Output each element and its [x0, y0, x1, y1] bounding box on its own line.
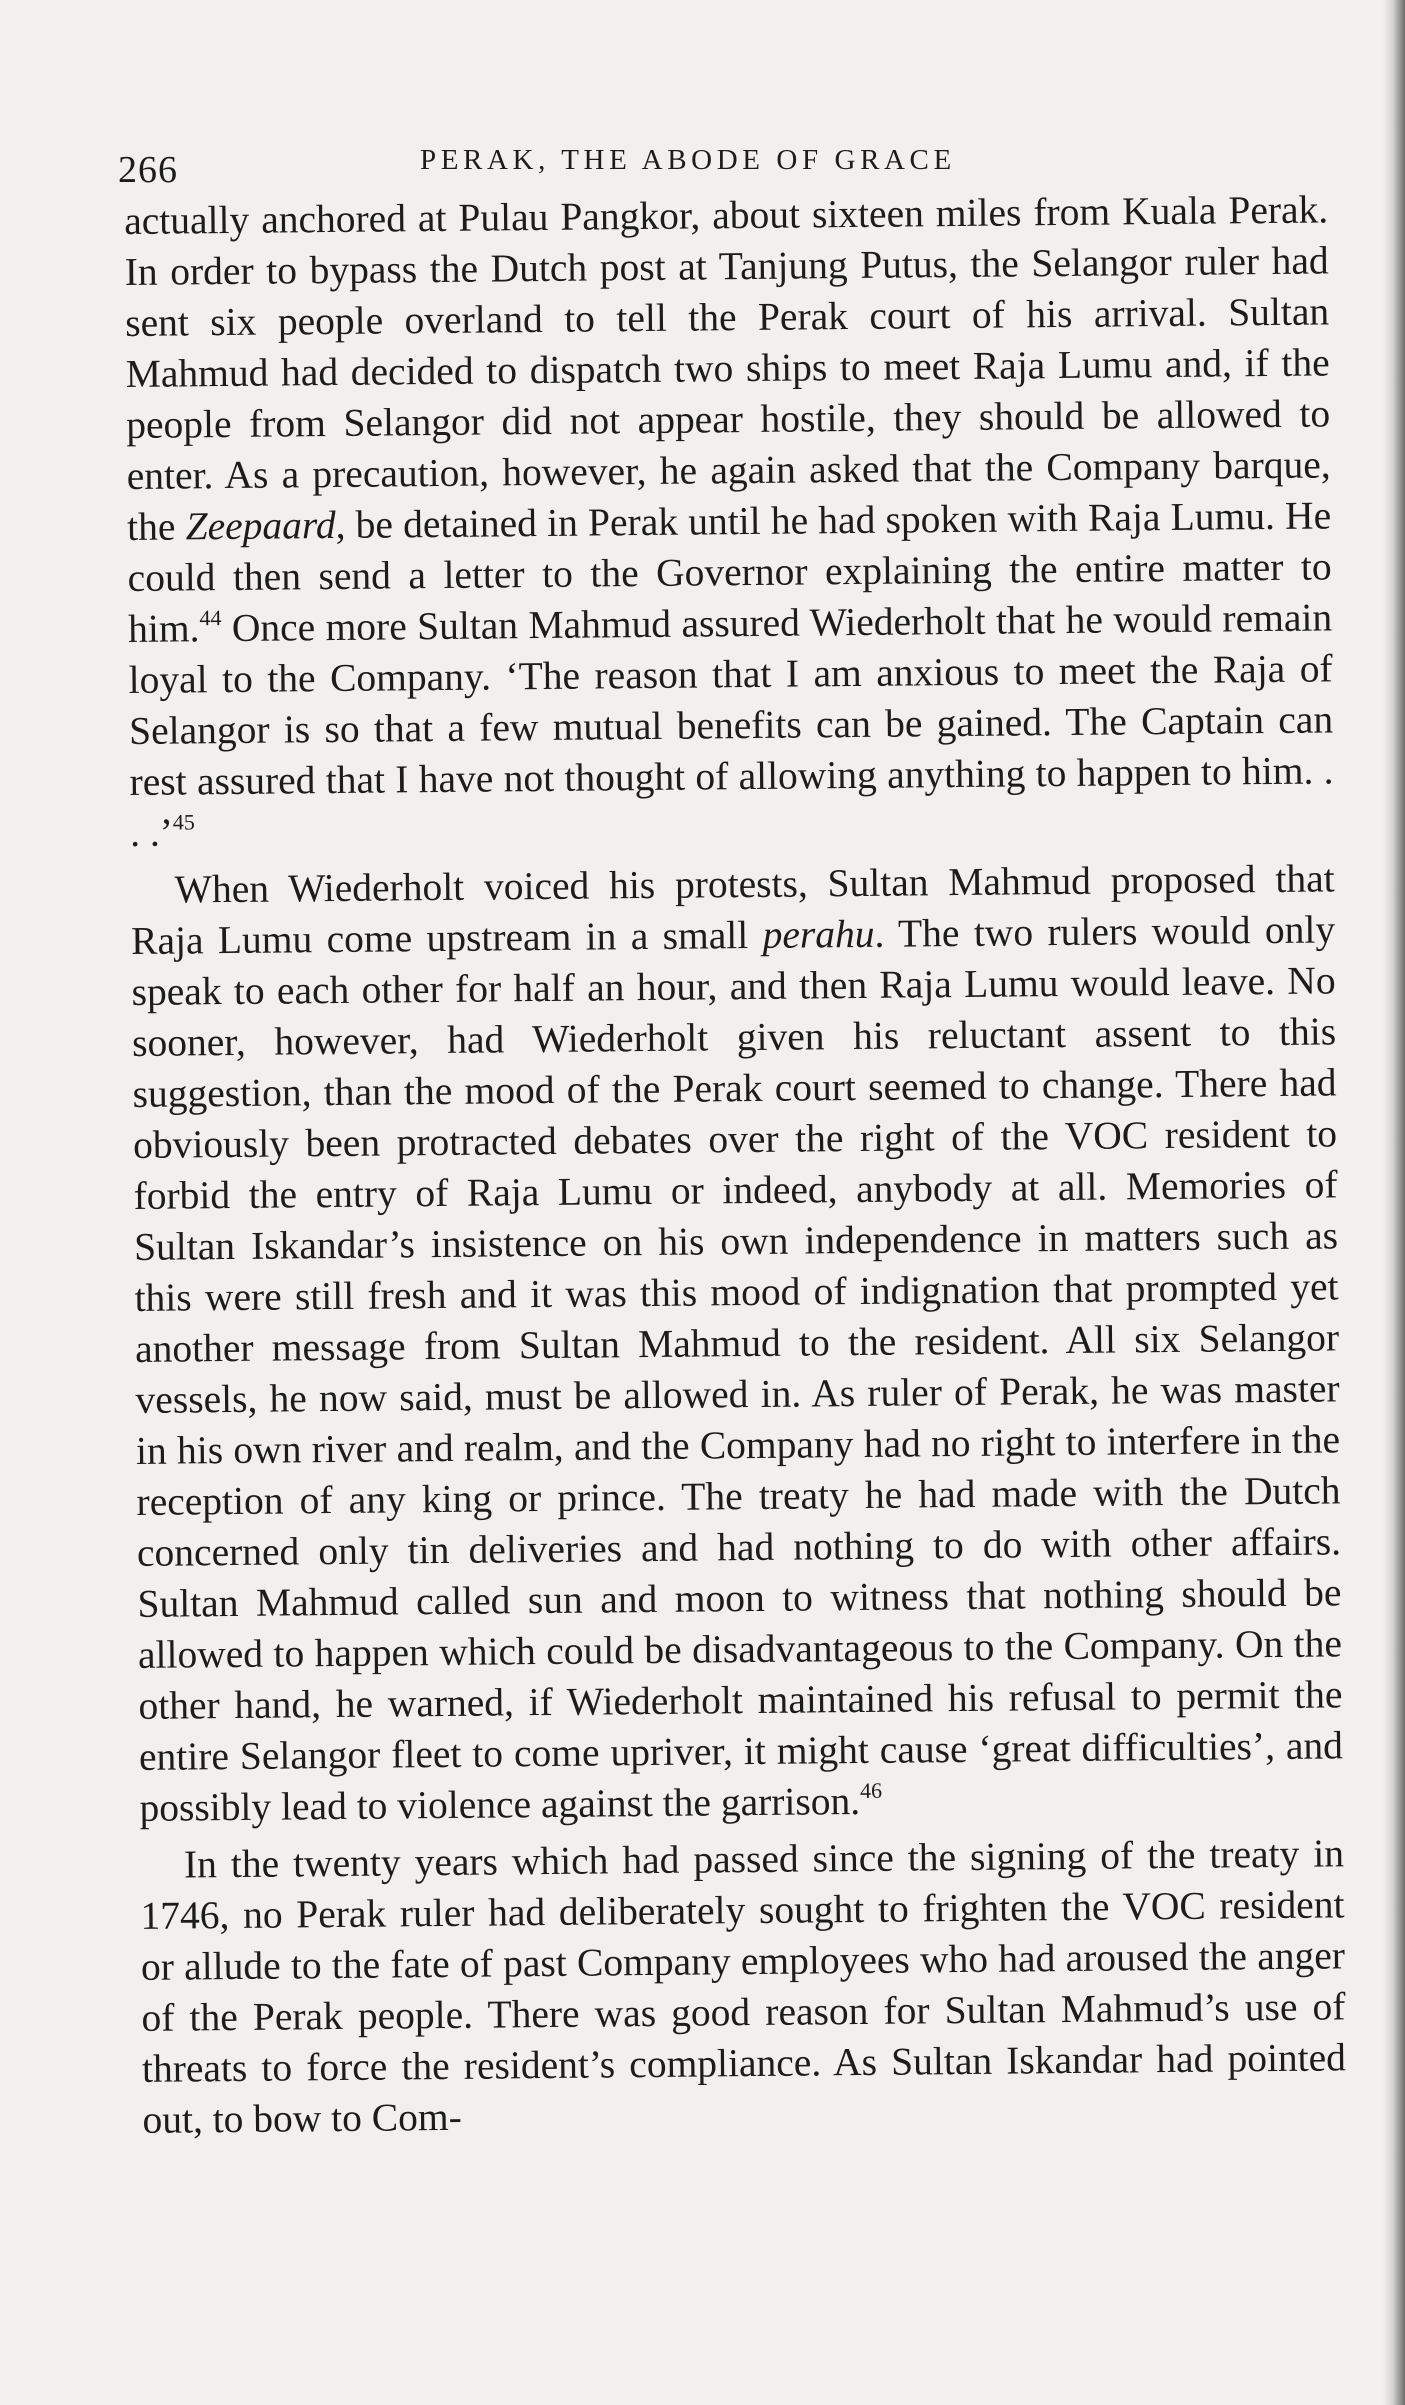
paragraph-2-text-a: When Wiederholt voiced his protests, Sultan Mahmud proposed that Raja Lumu come upstream in a small: [130, 856, 1335, 963]
page-edge-shadow: [1383, 0, 1405, 2405]
ship-name-zeepaard: Zeepaard: [185, 502, 336, 549]
footnote-ref-44: 44: [199, 605, 222, 631]
paragraph-3: [140, 1828, 1347, 2146]
paragraph-2-text-b: . The two rulers would only speak to each other for half an hour, and then Raja Lumu would leave. No sooner, however, had Wiederholt given his reluctant assent to this suggestion, than the mood of the Perak court seemed to change. There had obviously been protracted debates over the right of the VOC resident to forbid the entry of Raja Lumu or indeed, anybody at all. Memories of Sultan Iskandar’s insistence on his own independence in matters such as this were still fresh and it was this mood of indignation that prompted yet another message from Sultan Mahmud to the resident. All six Selangor vessels, he now said, must be allowed in. As ruler of Perak, he was master in his own river and realm, and the Company had no right to interfere in the reception of any king or prince. The treaty he had made with the Dutch concerned only tin deliveries and had nothing to do with other affairs. Sultan Mahmud called sun and moon to witness that nothing should be allowed to happen which could be disadvantageous to the Company. On the other hand, he warned, if Wiederholt maintained his refusal to permit the entire Selangor fleet to come upriver, it might cause ‘great difficulties’, and possibly lead to violence against the garrison.: [131, 907, 1344, 1830]
paragraph-3-text-a: In the twenty years which had passed since the signing of the treaty in 1746, no Perak ruler had deliberately sought to frighten the VOC resident or allude to the fate of past Company employees who had aroused the anger of the Perak people. There was good reason for Sultan Mahmud’s use of threats to force the resident’s compliance. As Sultan Iskandar had pointed out, to bow to Com-: [140, 1831, 1347, 2142]
paragraph-1-text-a: actually anchored at Pulau Pangkor, about sixteen miles from Kuala Perak. In order to bypass the Dutch post at Tanjung Putus, the Selangor ruler had sent six people overland to tell the Perak court of his arrival. Sultan Mahmud had decided to dispatch two ships to meet Raja Lumu and, if the people from Selangor did not appear hostile, they should be allowed to enter. As a precaution, however, he again asked that the Company barque, the: [124, 187, 1331, 549]
body-text: [124, 184, 1347, 2145]
paragraph-1-text-b: , be detained in Perak until he had spoken with Raja Lumu. He could then send a letter to the Governor explaining the entire matter to him.: [127, 493, 1332, 651]
running-title: PERAK, THE ABODE OF GRACE: [420, 144, 956, 176]
paragraph-2: [130, 853, 1343, 1834]
page-number: 266: [118, 149, 178, 191]
paragraph-1: [124, 184, 1334, 859]
paragraph-1-text-c: Once more Sultan Mahmud assured Wiederholt that he would remain loyal to the Company. ‘The reason that I am anxious to meet the Raja of Selangor is so that a few mutual benefits can be gained. The Captain can rest assured that I have not thought of allowing anything to happen to him. . . .’: [128, 595, 1334, 855]
footnote-ref-45: 45: [172, 809, 195, 835]
footnote-ref-46: 46: [859, 1777, 883, 1804]
term-perahu: perahu: [762, 911, 875, 957]
